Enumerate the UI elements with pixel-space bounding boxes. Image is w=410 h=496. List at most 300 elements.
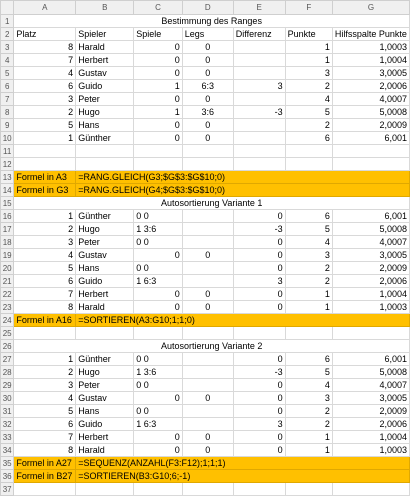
row-number[interactable]: 1 <box>1 15 14 28</box>
cell[interactable] <box>233 158 285 171</box>
sheet-row <box>1 249 410 262</box>
cell[interactable] <box>182 418 233 431</box>
cell[interactable]: 4 <box>14 392 76 405</box>
column-title[interactable]: Differenz <box>233 28 285 41</box>
row-number[interactable]: 9 <box>1 119 14 132</box>
cell[interactable] <box>134 145 182 158</box>
cell[interactable]: 2 <box>285 275 332 288</box>
cell[interactable]: Harald <box>76 301 134 314</box>
cell[interactable]: Herbert <box>76 288 134 301</box>
cell[interactable]: Hans <box>76 405 134 418</box>
cell[interactable] <box>182 353 233 366</box>
row-number[interactable]: 16 <box>1 210 14 223</box>
row-number[interactable]: 33 <box>1 431 14 444</box>
cell[interactable] <box>182 236 233 249</box>
cell[interactable] <box>233 483 285 496</box>
formula-label[interactable]: Formel in B27 <box>14 470 76 483</box>
sheet-row <box>1 171 410 184</box>
cell[interactable]: 0 <box>182 132 233 145</box>
sheet-row <box>1 132 410 145</box>
sheet-row <box>1 483 410 496</box>
cell[interactable]: 2 <box>285 80 332 93</box>
cell[interactable]: 1,0004 <box>332 54 409 67</box>
cell[interactable] <box>182 405 233 418</box>
cell[interactable]: 2 <box>285 405 332 418</box>
row-number[interactable]: 28 <box>1 366 14 379</box>
cell[interactable]: 0 <box>233 353 285 366</box>
cell[interactable]: 0 0 <box>134 210 182 223</box>
cell[interactable]: 1 <box>14 353 76 366</box>
cell[interactable] <box>182 483 233 496</box>
cell[interactable]: Hugo <box>76 106 134 119</box>
cell[interactable]: 2,0006 <box>332 418 409 431</box>
cell[interactable] <box>76 158 134 171</box>
sheet-row <box>1 444 410 457</box>
cell[interactable] <box>182 366 233 379</box>
row-number[interactable]: 15 <box>1 197 14 210</box>
column-title[interactable]: Hilfsspalte Punkte <box>332 28 409 41</box>
sheet-row <box>1 405 410 418</box>
row-number[interactable]: 6 <box>1 80 14 93</box>
cell[interactable]: 2 <box>285 119 332 132</box>
cell[interactable]: 1 <box>134 80 182 93</box>
cell[interactable]: 3:6 <box>182 106 233 119</box>
cell[interactable]: 0 <box>182 431 233 444</box>
sheet-row <box>1 28 410 41</box>
formula-text[interactable]: =RANG.GLEICH(G4;$G$3:$G$10;0) <box>76 184 410 197</box>
cell[interactable] <box>332 327 409 340</box>
section-title[interactable]: Autosortierung Variante 1 <box>14 197 410 210</box>
row-number[interactable]: 3 <box>1 41 14 54</box>
cell[interactable] <box>285 327 332 340</box>
cell[interactable]: 0 <box>233 249 285 262</box>
column-header[interactable]: E <box>233 1 285 15</box>
sheet-row <box>1 431 410 444</box>
cell[interactable]: 6 <box>285 210 332 223</box>
column-header[interactable]: C <box>134 1 182 15</box>
row-number[interactable]: 18 <box>1 236 14 249</box>
cell[interactable] <box>285 483 332 496</box>
cell[interactable] <box>76 483 134 496</box>
cell[interactable]: 3 <box>233 275 285 288</box>
cell[interactable]: Guido <box>76 80 134 93</box>
sheet-row <box>1 41 410 54</box>
sheet-row <box>1 80 410 93</box>
cell[interactable]: 0 <box>233 431 285 444</box>
cell[interactable]: 6 <box>14 275 76 288</box>
cell[interactable]: 0 <box>134 301 182 314</box>
cell[interactable] <box>332 158 409 171</box>
formula-label[interactable]: Formel in A3 <box>14 171 76 184</box>
grid-body <box>1 15 410 496</box>
sheet-row <box>1 314 410 327</box>
cell[interactable]: 0 <box>134 249 182 262</box>
cell[interactable]: Harald <box>76 444 134 457</box>
cell[interactable]: -3 <box>233 106 285 119</box>
cell[interactable]: 5 <box>285 106 332 119</box>
row-number[interactable]: 25 <box>1 327 14 340</box>
sheet-row <box>1 15 410 28</box>
row-number[interactable]: 17 <box>1 223 14 236</box>
cell[interactable]: 3 <box>285 67 332 80</box>
cell[interactable]: 8 <box>14 444 76 457</box>
cell[interactable] <box>182 223 233 236</box>
cell[interactable]: 0 <box>134 444 182 457</box>
cell[interactable]: 2 <box>285 262 332 275</box>
column-header[interactable]: A <box>14 1 76 15</box>
sheet-row <box>1 93 410 106</box>
row-number[interactable]: 26 <box>1 340 14 353</box>
cell[interactable]: 0 <box>233 405 285 418</box>
cell[interactable]: 3,0005 <box>332 67 409 80</box>
cell[interactable]: 0 <box>182 93 233 106</box>
row-number[interactable]: 19 <box>1 249 14 262</box>
section-title[interactable]: Bestimmung des Ranges <box>14 15 410 28</box>
cell[interactable] <box>233 41 285 54</box>
row-number[interactable]: 30 <box>1 392 14 405</box>
cell[interactable]: 5 <box>14 262 76 275</box>
cell[interactable]: Peter <box>76 379 134 392</box>
cell[interactable]: 0 0 <box>134 353 182 366</box>
cell[interactable]: 0 <box>134 288 182 301</box>
cell[interactable]: Gustav <box>76 249 134 262</box>
cell[interactable]: 6,001 <box>332 210 409 223</box>
cell[interactable]: 3,0005 <box>332 392 409 405</box>
cell[interactable]: 2,0009 <box>332 405 409 418</box>
row-number[interactable]: 2 <box>1 28 14 41</box>
sheet-row <box>1 418 410 431</box>
cell[interactable]: Hans <box>76 119 134 132</box>
formula-text[interactable]: =RANG.GLEICH(G3;$G$3:$G$10;0) <box>76 171 410 184</box>
sheet-row <box>1 301 410 314</box>
formula-text[interactable]: =SORTIEREN(B3:G10;6;-1) <box>76 470 410 483</box>
cell[interactable] <box>182 210 233 223</box>
cell[interactable] <box>233 93 285 106</box>
cell[interactable]: 1,0004 <box>332 431 409 444</box>
cell[interactable]: 0 <box>233 392 285 405</box>
cell[interactable]: 6 <box>14 418 76 431</box>
cell[interactable]: 2 <box>14 106 76 119</box>
cell[interactable]: 0 <box>182 444 233 457</box>
select-all-corner[interactable] <box>1 1 14 15</box>
cell[interactable]: Hugo <box>76 223 134 236</box>
cell[interactable]: 4 <box>285 236 332 249</box>
column-title[interactable]: Legs <box>182 28 233 41</box>
cell[interactable] <box>332 483 409 496</box>
cell[interactable]: 0 0 <box>134 236 182 249</box>
cell[interactable]: Herbert <box>76 54 134 67</box>
cell[interactable]: 6 <box>14 80 76 93</box>
cell[interactable]: -3 <box>233 366 285 379</box>
column-title[interactable]: Spiele <box>134 28 182 41</box>
cell[interactable]: 0 <box>233 210 285 223</box>
cell[interactable]: 4,0007 <box>332 379 409 392</box>
cell[interactable]: 1 3:6 <box>134 223 182 236</box>
row-number[interactable]: 23 <box>1 301 14 314</box>
row-number[interactable]: 22 <box>1 288 14 301</box>
cell[interactable]: 2,0006 <box>332 80 409 93</box>
cell[interactable] <box>182 327 233 340</box>
cell[interactable] <box>14 158 76 171</box>
row-number[interactable]: 4 <box>1 54 14 67</box>
cell[interactable]: 4,0007 <box>332 93 409 106</box>
cell[interactable]: 0 <box>182 288 233 301</box>
cell[interactable]: 1 <box>285 301 332 314</box>
cell[interactable]: 2,0009 <box>332 119 409 132</box>
sheet-row <box>1 353 410 366</box>
cell[interactable]: 3,0005 <box>332 249 409 262</box>
cell[interactable]: 1 <box>285 288 332 301</box>
column-header[interactable]: D <box>182 1 233 15</box>
cell[interactable]: 1,0004 <box>332 288 409 301</box>
cell[interactable]: 0 <box>182 249 233 262</box>
sheet-row <box>1 392 410 405</box>
cell[interactable]: 4,0007 <box>332 236 409 249</box>
cell[interactable]: 8 <box>14 41 76 54</box>
cell[interactable]: 2,0006 <box>332 275 409 288</box>
cell[interactable]: 3 <box>285 392 332 405</box>
cell[interactable]: 6,001 <box>332 132 409 145</box>
cell[interactable]: 0 <box>134 392 182 405</box>
row-number[interactable]: 10 <box>1 132 14 145</box>
cell[interactable]: 5,0008 <box>332 106 409 119</box>
cell[interactable]: 0 <box>134 119 182 132</box>
cell[interactable]: 1 3:6 <box>134 366 182 379</box>
cell[interactable] <box>233 119 285 132</box>
cell[interactable]: Hans <box>76 262 134 275</box>
cell[interactable]: 1 <box>285 444 332 457</box>
cell[interactable] <box>182 379 233 392</box>
cell[interactable]: 0 <box>233 301 285 314</box>
cell[interactable]: 3 <box>14 93 76 106</box>
cell[interactable] <box>134 327 182 340</box>
cell[interactable]: 3 <box>285 249 332 262</box>
cell[interactable]: 1 <box>14 132 76 145</box>
cell[interactable]: 6 <box>285 132 332 145</box>
cell[interactable]: 7 <box>14 54 76 67</box>
formula-label[interactable]: Formel in A16 <box>14 314 76 327</box>
cell[interactable]: 4 <box>285 379 332 392</box>
cell[interactable] <box>182 158 233 171</box>
sheet-row <box>1 184 410 197</box>
cell[interactable]: Günther <box>76 353 134 366</box>
cell[interactable] <box>285 158 332 171</box>
cell[interactable]: 5 <box>14 119 76 132</box>
sheet-row <box>1 236 410 249</box>
cell[interactable]: Gustav <box>76 392 134 405</box>
cell[interactable] <box>182 275 233 288</box>
cell[interactable]: 0 <box>134 431 182 444</box>
cell[interactable]: 1 <box>134 106 182 119</box>
row-number[interactable]: 11 <box>1 145 14 158</box>
cell[interactable]: 0 <box>233 262 285 275</box>
sheet-row <box>1 288 410 301</box>
sheet-row <box>1 262 410 275</box>
cell[interactable] <box>332 145 409 158</box>
cell[interactable] <box>182 262 233 275</box>
row-number[interactable]: 20 <box>1 262 14 275</box>
cell[interactable]: 0 <box>233 236 285 249</box>
cell[interactable]: Peter <box>76 93 134 106</box>
column-title[interactable]: Spieler <box>76 28 134 41</box>
column-header[interactable]: F <box>285 1 332 15</box>
cell[interactable] <box>233 132 285 145</box>
cell[interactable]: 1,0003 <box>332 444 409 457</box>
cell[interactable]: 5 <box>285 366 332 379</box>
cell[interactable]: 0 <box>182 41 233 54</box>
cell[interactable]: 0 <box>233 288 285 301</box>
cell[interactable]: 2 <box>14 223 76 236</box>
cell[interactable]: Herbert <box>76 431 134 444</box>
sheet-row <box>1 54 410 67</box>
cell[interactable]: 0 <box>182 392 233 405</box>
cell[interactable]: 1 <box>285 431 332 444</box>
cell[interactable]: 6:3 <box>182 80 233 93</box>
formula-label[interactable]: Formel in G3 <box>14 184 76 197</box>
sheet-row <box>1 470 410 483</box>
cell[interactable] <box>134 483 182 496</box>
cell[interactable]: Gustav <box>76 67 134 80</box>
column-title[interactable]: Punkte <box>285 28 332 41</box>
cell[interactable] <box>182 145 233 158</box>
cell[interactable]: 0 <box>233 444 285 457</box>
sheet-row <box>1 158 410 171</box>
cell[interactable]: 6 <box>285 353 332 366</box>
cell[interactable] <box>76 327 134 340</box>
sheet-row <box>1 379 410 392</box>
cell[interactable]: 4 <box>14 67 76 80</box>
sheet-row <box>1 275 410 288</box>
row-number[interactable]: 29 <box>1 379 14 392</box>
row-number[interactable]: 7 <box>1 93 14 106</box>
cell[interactable]: 0 <box>182 54 233 67</box>
formula-label[interactable]: Formel in A27 <box>14 457 76 470</box>
cell[interactable]: 1 6:3 <box>134 275 182 288</box>
column-title[interactable]: Platz <box>14 28 76 41</box>
sheet-row <box>1 366 410 379</box>
cell[interactable]: 3 <box>233 80 285 93</box>
sheet-row <box>1 210 410 223</box>
sheet-row <box>1 145 410 158</box>
cell[interactable]: 0 <box>134 132 182 145</box>
cell[interactable] <box>233 67 285 80</box>
cell[interactable]: 1 6:3 <box>134 418 182 431</box>
cell[interactable]: 0 <box>182 301 233 314</box>
row-number[interactable]: 5 <box>1 67 14 80</box>
cell[interactable]: 5,0008 <box>332 223 409 236</box>
cell[interactable]: 0 <box>182 119 233 132</box>
sheet-row <box>1 106 410 119</box>
cell[interactable]: 7 <box>14 431 76 444</box>
row-number[interactable]: 34 <box>1 444 14 457</box>
sheet-row <box>1 197 410 210</box>
cell[interactable]: 2 <box>285 418 332 431</box>
cell[interactable]: 0 0 <box>134 405 182 418</box>
cell[interactable] <box>134 158 182 171</box>
row-number[interactable]: 24 <box>1 314 14 327</box>
row-number[interactable]: 27 <box>1 353 14 366</box>
cell[interactable] <box>14 145 76 158</box>
cell[interactable]: 8 <box>14 301 76 314</box>
sheet-row <box>1 223 410 236</box>
column-header[interactable]: G <box>332 1 409 15</box>
cell[interactable]: 2 <box>14 366 76 379</box>
cell[interactable]: 3 <box>14 236 76 249</box>
cell[interactable]: 1 <box>285 54 332 67</box>
cell[interactable]: 0 <box>134 41 182 54</box>
sheet-row <box>1 67 410 80</box>
cell[interactable]: Günther <box>76 210 134 223</box>
cell[interactable]: 0 0 <box>134 262 182 275</box>
cell[interactable]: 1,0003 <box>332 301 409 314</box>
cell[interactable] <box>285 145 332 158</box>
cell[interactable]: 0 <box>233 379 285 392</box>
cell[interactable]: 1 <box>14 210 76 223</box>
row-number[interactable]: 37 <box>1 483 14 496</box>
cell[interactable] <box>14 483 76 496</box>
formula-text[interactable]: =SORTIEREN(A3:G10;1;1;0) <box>76 314 410 327</box>
row-number[interactable]: 21 <box>1 275 14 288</box>
section-title[interactable]: Autosortierung Variante 2 <box>14 340 410 353</box>
cell[interactable]: Harald <box>76 41 134 54</box>
row-number[interactable]: 31 <box>1 405 14 418</box>
formula-text[interactable]: =SEQUENZ(ANZAHL(F3:F12);1;1;1) <box>76 457 410 470</box>
cell[interactable]: 1,0003 <box>332 41 409 54</box>
cell[interactable]: Guido <box>76 418 134 431</box>
row-number[interactable]: 32 <box>1 418 14 431</box>
cell[interactable]: 7 <box>14 288 76 301</box>
cell[interactable] <box>76 145 134 158</box>
sheet-row <box>1 457 410 470</box>
row-number[interactable]: 14 <box>1 184 14 197</box>
cell[interactable]: 0 <box>134 67 182 80</box>
cell[interactable]: 5,0008 <box>332 366 409 379</box>
sheet-row <box>1 327 410 340</box>
cell[interactable]: Peter <box>76 236 134 249</box>
cell[interactable]: 5 <box>14 405 76 418</box>
cell[interactable]: 4 <box>285 93 332 106</box>
cell[interactable] <box>233 54 285 67</box>
cell[interactable]: 0 <box>134 54 182 67</box>
cell[interactable]: 6,001 <box>332 353 409 366</box>
row-number[interactable]: 12 <box>1 158 14 171</box>
cell[interactable]: Hugo <box>76 366 134 379</box>
row-number[interactable]: 35 <box>1 457 14 470</box>
row-number[interactable]: 8 <box>1 106 14 119</box>
cell[interactable]: Günther <box>76 132 134 145</box>
cell[interactable] <box>233 145 285 158</box>
column-header[interactable]: B <box>76 1 134 15</box>
cell[interactable]: 0 <box>134 93 182 106</box>
cell[interactable]: 2,0009 <box>332 262 409 275</box>
cell[interactable]: 3 <box>233 418 285 431</box>
cell[interactable]: 0 <box>182 67 233 80</box>
cell[interactable] <box>233 327 285 340</box>
cell[interactable]: -3 <box>233 223 285 236</box>
cell[interactable]: 4 <box>14 249 76 262</box>
column-header-row <box>1 1 410 15</box>
row-number[interactable]: 13 <box>1 171 14 184</box>
cell[interactable] <box>14 327 76 340</box>
cell[interactable]: Guido <box>76 275 134 288</box>
cell[interactable]: 5 <box>285 223 332 236</box>
sheet-row <box>1 340 410 353</box>
cell[interactable]: 1 <box>285 41 332 54</box>
cell[interactable]: 0 0 <box>134 379 182 392</box>
row-number[interactable]: 36 <box>1 470 14 483</box>
sheet-row <box>1 119 410 132</box>
cell[interactable]: 3 <box>14 379 76 392</box>
